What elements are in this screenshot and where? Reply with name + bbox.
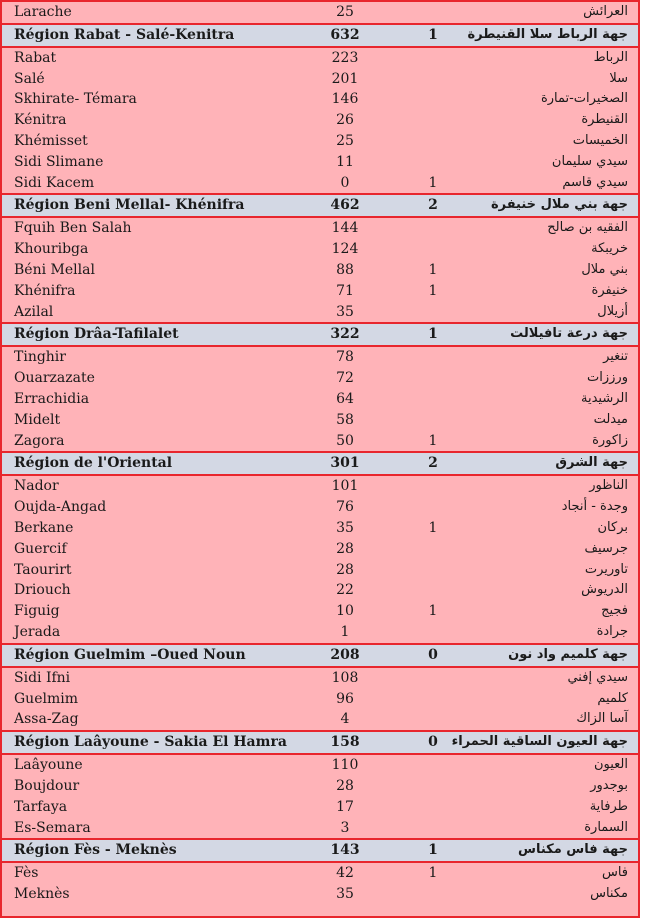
province-count: 28 xyxy=(336,561,354,578)
province-count: 124 xyxy=(331,241,359,258)
province-name-ar: العيون xyxy=(593,757,628,773)
table-row xyxy=(2,69,638,90)
region-name-ar: جهة بني ملال خنيفرة xyxy=(490,197,628,213)
region-name-ar: جهة الرباط سلا القنيطرة xyxy=(467,26,628,42)
province-count: 42 xyxy=(336,865,354,882)
province-count: 201 xyxy=(331,70,359,87)
province-deaths: 1 xyxy=(428,432,438,449)
province-count: 35 xyxy=(336,519,354,536)
province-name-fr: Assa-Zag xyxy=(14,711,79,728)
province-count: 10 xyxy=(336,603,354,620)
province-name-ar: العرائش xyxy=(583,4,628,19)
province-name-ar: القنيطرة xyxy=(581,112,628,128)
province-count: 25 xyxy=(336,132,354,149)
province-count: 50 xyxy=(336,432,354,449)
province-count: 17 xyxy=(336,798,354,815)
region-count: 632 xyxy=(330,26,360,43)
region-row xyxy=(2,322,638,347)
province-name-fr: Ouarzazate xyxy=(14,370,95,387)
province-name-ar: خريبكة xyxy=(591,241,628,257)
region-deaths: 1 xyxy=(428,842,438,859)
table-row xyxy=(2,48,638,69)
province-count: 71 xyxy=(336,282,354,299)
province-count: 0 xyxy=(340,174,350,191)
province-name-ar: خنيفرة xyxy=(591,282,628,298)
region-name-fr: Région Laâyoune - Sakia El Hamra xyxy=(14,734,287,751)
region-name-fr: Région Beni Mellal- Khénifra xyxy=(14,197,245,214)
province-deaths: 1 xyxy=(428,865,438,882)
province-name-fr: Es-Semara xyxy=(14,819,91,836)
region-deaths: 2 xyxy=(428,455,438,472)
province-name-fr: Sidi Ifni xyxy=(14,669,71,686)
region-name-fr: Région Fès - Meknès xyxy=(14,842,177,859)
province-name-fr: Meknès xyxy=(14,886,70,903)
table-row xyxy=(2,110,638,131)
table-row xyxy=(2,776,638,797)
table-row xyxy=(2,518,638,539)
province-name-ar: بركان xyxy=(597,519,628,535)
province-count: 4 xyxy=(340,711,350,728)
region-name-ar: جهة كلميم واد نون xyxy=(508,646,628,662)
province-name-fr: Laâyoune xyxy=(14,757,83,774)
province-name-fr: Fquih Ben Salah xyxy=(14,220,132,237)
province-name-ar: الرباط xyxy=(593,49,628,65)
province-count: 108 xyxy=(331,669,359,686)
region-name-ar: جهة درعة تافيلالت xyxy=(510,326,628,342)
province-deaths: 1 xyxy=(428,261,438,278)
province-name-fr: Tarfaya xyxy=(14,798,68,815)
table-row xyxy=(2,260,638,281)
region-row xyxy=(2,193,638,218)
province-count: 3 xyxy=(340,819,350,836)
province-name-fr: Errachidia xyxy=(14,390,90,407)
province-deaths: 1 xyxy=(428,174,438,191)
table-row xyxy=(2,281,638,302)
province-count: 110 xyxy=(331,757,359,774)
table-row xyxy=(2,476,638,497)
province-name-fr: Guercif xyxy=(14,540,67,557)
table-row xyxy=(2,152,638,173)
province-name-fr: Sidi Slimane xyxy=(14,153,104,170)
province-count: 28 xyxy=(336,540,354,557)
province-count: 223 xyxy=(331,49,359,66)
region-count: 208 xyxy=(330,646,360,663)
province-name-ar: طرفاية xyxy=(589,798,628,814)
province-name-fr: Béni Mellal xyxy=(14,261,95,278)
province-count: 1 xyxy=(340,623,350,640)
table-row xyxy=(2,560,638,581)
province-count: 26 xyxy=(336,112,354,129)
province-name-fr: Azilal xyxy=(14,303,54,320)
province-name-fr: Oujda-Angad xyxy=(14,499,107,516)
province-name-fr: Skhirate- Témara xyxy=(14,91,137,108)
table-row xyxy=(2,622,638,643)
province-name-fr: Salé xyxy=(14,70,45,87)
province-name-fr: Berkane xyxy=(14,519,74,536)
table-row xyxy=(2,755,638,776)
region-row xyxy=(2,838,638,863)
province-name-fr: Midelt xyxy=(14,411,61,428)
province-count: 28 xyxy=(336,777,354,794)
province-name-fr: Tinghir xyxy=(14,349,66,366)
province-name-fr: Khouribga xyxy=(14,241,89,258)
table-row xyxy=(2,131,638,152)
province-name-fr: Figuig xyxy=(14,603,60,620)
table-row xyxy=(2,818,638,839)
province-name-ar: تاوريرت xyxy=(584,561,628,577)
province-name-ar: ميدلت xyxy=(593,411,628,427)
region-name-ar: جهة فاس مكناس xyxy=(518,842,628,858)
region-row xyxy=(2,23,638,48)
province-name-fr: Boujdour xyxy=(14,777,80,794)
province-count: 146 xyxy=(331,91,359,108)
region-name-fr: Région de l'Oriental xyxy=(14,455,173,472)
region-name-fr: Région Drâa-Tafilalet xyxy=(14,326,179,343)
region-deaths: 0 xyxy=(428,734,438,751)
table-row xyxy=(2,668,638,689)
province-name-fr: Driouch xyxy=(14,582,71,599)
province-count: 35 xyxy=(336,303,354,320)
province-name-fr: Taourirt xyxy=(14,561,72,578)
region-count: 301 xyxy=(330,455,360,472)
province-name-ar: الفقيه بن صالح xyxy=(547,220,628,236)
province-count: 72 xyxy=(336,370,354,387)
province-count: 96 xyxy=(336,690,354,707)
table-row xyxy=(2,431,638,452)
province-name-ar: جرادة xyxy=(596,623,628,639)
province-name-fr: Rabat xyxy=(14,49,57,66)
table-row xyxy=(2,410,638,431)
province-name-ar: مكناس xyxy=(590,886,628,902)
province-count: 64 xyxy=(336,390,354,407)
province-name-ar: أزيلال xyxy=(597,303,628,319)
province-name-ar: الرشيدية xyxy=(581,390,628,406)
province-count: 101 xyxy=(331,478,359,495)
region-row xyxy=(2,643,638,668)
province-name-fr: Sidi Kacem xyxy=(14,174,95,191)
region-name-ar: جهة الشرق xyxy=(555,455,628,471)
region-deaths: 2 xyxy=(428,197,438,214)
province-count: 25 xyxy=(336,4,354,20)
region-name-fr: Région Rabat - Salé-Kenitra xyxy=(14,26,235,43)
table-row xyxy=(2,302,638,323)
province-count: 144 xyxy=(331,220,359,237)
region-row xyxy=(2,451,638,476)
table-row xyxy=(2,709,638,730)
province-name-fr: Zagora xyxy=(14,432,65,449)
province-count: 76 xyxy=(336,499,354,516)
province-name-fr: Jerada xyxy=(14,623,61,640)
province-name-ar: بوجدور xyxy=(590,777,628,793)
region-count: 462 xyxy=(330,197,360,214)
province-name-ar: زاكورة xyxy=(592,432,628,448)
province-name-fr: Kénitra xyxy=(14,112,67,129)
province-name-fr: Fès xyxy=(14,865,39,882)
province-deaths: 1 xyxy=(428,282,438,299)
province-name-ar: سيدي قاسم xyxy=(562,174,628,190)
table-row xyxy=(2,368,638,389)
province-count: 35 xyxy=(336,886,354,903)
region-row xyxy=(2,730,638,755)
region-deaths: 1 xyxy=(428,326,438,343)
province-deaths: 1 xyxy=(428,603,438,620)
table-row xyxy=(2,389,638,410)
table-row xyxy=(2,884,638,905)
table-row xyxy=(2,689,638,710)
province-name-ar: فجيج xyxy=(601,603,628,619)
province-deaths: 1 xyxy=(428,519,438,536)
region-count: 143 xyxy=(330,842,360,859)
table-row xyxy=(2,173,638,194)
province-count: 22 xyxy=(336,582,354,599)
province-name-ar: سيدي إفني xyxy=(567,669,628,685)
table-row xyxy=(2,863,638,884)
province-name-ar: ورززات xyxy=(587,370,628,386)
region-count: 322 xyxy=(330,326,360,343)
region-deaths: 1 xyxy=(428,26,438,43)
province-name-ar: سيدي سليمان xyxy=(551,153,628,169)
province-name-ar: وجدة - أنجاد xyxy=(561,499,628,515)
province-count: 58 xyxy=(336,411,354,428)
province-name-fr: Khénifra xyxy=(14,282,76,299)
province-name-ar: الصخيرات-تمارة xyxy=(540,91,628,107)
region-name-fr: Région Guelmim –Oued Noun xyxy=(14,646,246,663)
province-name-ar: سلا xyxy=(609,70,628,86)
table-row xyxy=(2,601,638,622)
province-name-ar: كلميم xyxy=(597,690,628,706)
region-count: 158 xyxy=(330,734,360,751)
province-name-fr: Larache xyxy=(14,4,72,20)
province-name-ar: السمارة xyxy=(584,819,628,835)
table-row xyxy=(2,2,638,23)
province-name-ar: بني ملال xyxy=(581,261,628,277)
table-row xyxy=(2,539,638,560)
table-row xyxy=(2,239,638,260)
province-name-ar: الناظور xyxy=(589,478,628,494)
region-deaths: 0 xyxy=(428,646,438,663)
table-row xyxy=(2,797,638,818)
table-row xyxy=(2,89,638,110)
province-count: 78 xyxy=(336,349,354,366)
province-count: 11 xyxy=(336,153,354,170)
province-name-ar: الخميسات xyxy=(572,132,628,148)
province-name-ar: تنغير xyxy=(603,349,628,365)
table-row xyxy=(2,218,638,239)
province-name-ar: جرسيف xyxy=(584,540,628,556)
province-name-fr: Guelmim xyxy=(14,690,78,707)
table-row xyxy=(2,497,638,518)
region-name-ar: جهة العيون الساقية الحمراء xyxy=(451,734,628,750)
province-name-fr: Nador xyxy=(14,478,59,495)
province-name-ar: الدريوش xyxy=(581,582,628,598)
table-row xyxy=(2,347,638,368)
province-name-ar: فاس xyxy=(601,865,628,881)
province-name-fr: Khémisset xyxy=(14,132,88,149)
province-name-ar: آسا الزاك xyxy=(576,711,628,727)
province-count: 88 xyxy=(336,261,354,278)
table-row xyxy=(2,580,638,601)
